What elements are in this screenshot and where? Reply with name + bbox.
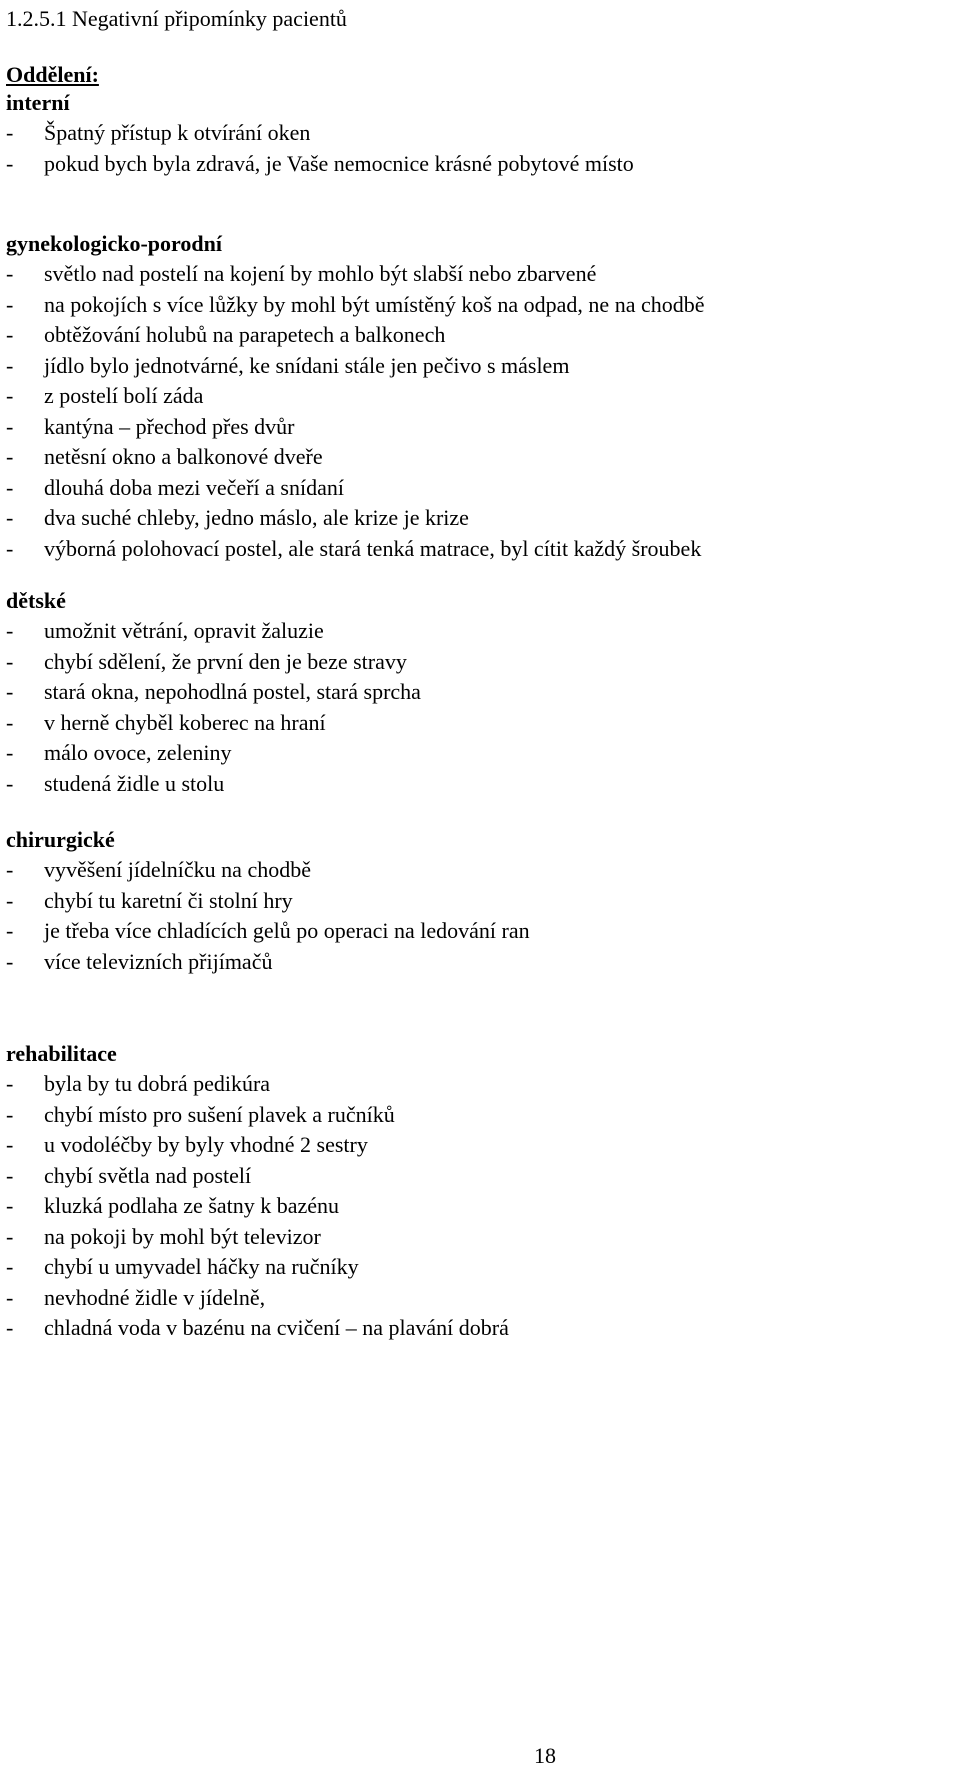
list-bullet-dash: -: [6, 648, 14, 674]
list-item: [6, 534, 960, 565]
list-item: [6, 647, 960, 678]
list-item: [6, 708, 960, 739]
list-item-text: stará okna, nepohodlná postel, stará sprcha: [44, 679, 421, 704]
item-list: [6, 259, 960, 564]
list-bullet-dash: -: [6, 740, 14, 765]
list-item-text: v herně chyběl koberec na hraní: [44, 709, 326, 735]
list-bullet-dash: -: [6, 770, 14, 796]
list-item-text: z postelí bolí záda: [44, 383, 204, 408]
list-item: [6, 1252, 960, 1283]
list-bullet-dash: -: [6, 857, 14, 882]
list-bullet-dash: -: [6, 1162, 14, 1188]
list-item-text: umožnit větrání, opravit žaluzie: [44, 618, 324, 643]
list-item: [6, 1191, 960, 1222]
list-bullet-dash: -: [6, 1193, 14, 1218]
list-item-text: více televizních přijímačů: [44, 948, 273, 974]
list-item-text: chladná voda v bazénu na cvičení – na plavání dobrá: [44, 1315, 509, 1340]
sections-container: [6, 88, 960, 1344]
list-item-text: Špatný přístup k otvírání oken: [44, 120, 311, 145]
list-bullet-dash: -: [6, 1254, 14, 1279]
list-bullet-dash: -: [6, 618, 14, 643]
list-bullet-dash: -: [6, 120, 14, 145]
list-item-text: chybí sdělení, že první den je beze stravy: [44, 648, 407, 674]
section-heading: interní: [6, 90, 70, 115]
list-bullet-dash: -: [6, 474, 14, 500]
section-3: [6, 825, 960, 977]
list-item: [6, 1313, 960, 1344]
list-item: [6, 616, 960, 647]
list-bullet-dash: -: [6, 505, 14, 530]
list-item: [6, 738, 960, 769]
page-number: 18: [534, 1743, 556, 1768]
list-item-text: nevhodné židle v jídelně,: [44, 1284, 266, 1310]
list-bullet-dash: -: [6, 918, 14, 943]
list-bullet-dash: -: [6, 887, 14, 913]
section-1: [6, 229, 960, 564]
chapter-title: 1.2.5.1 Negativní připomínky pacientů: [6, 6, 347, 31]
list-bullet-dash: -: [6, 1132, 14, 1157]
list-bullet-dash: -: [6, 322, 14, 347]
list-item-text: kluzká podlaha ze šatny k bazénu: [44, 1193, 340, 1218]
list-item: [6, 677, 960, 708]
list-bullet-dash: -: [6, 948, 14, 974]
list-item: [6, 118, 960, 149]
item-list: [6, 1069, 960, 1344]
list-bullet-dash: -: [6, 535, 14, 561]
list-bullet-dash: -: [6, 1101, 14, 1127]
list-item-text: světlo nad postelí na kojení by mohlo být slabší nebo zbarvené: [44, 261, 597, 286]
item-list: [6, 118, 960, 179]
section-0: [6, 88, 960, 179]
list-item: [6, 503, 960, 534]
list-bullet-dash: -: [6, 1315, 14, 1340]
list-item: [6, 1222, 960, 1253]
list-item: [6, 290, 960, 321]
section-heading: rehabilitace: [6, 1041, 117, 1066]
list-item-text: netěsní okno a balkonové dveře: [44, 444, 323, 469]
list-item: [6, 1283, 960, 1314]
list-item-text: studená židle u stolu: [44, 770, 225, 796]
list-bullet-dash: -: [6, 291, 14, 317]
list-item-text: na pokoji by mohl být televizor: [44, 1223, 321, 1249]
item-list: [6, 855, 960, 977]
list-item-text: byla by tu dobrá pedikúra: [44, 1071, 271, 1096]
list-item: [6, 769, 960, 800]
list-item-text: málo ovoce, zeleniny: [44, 740, 232, 765]
list-bullet-dash: -: [6, 1071, 14, 1096]
list-item: [6, 412, 960, 443]
list-item: [6, 442, 960, 473]
list-item-text: výborná polohovací postel, ale stará tenká matrace, byl cítit každý šroubek: [44, 535, 702, 561]
list-item: [6, 259, 960, 290]
list-item: [6, 351, 960, 382]
list-bullet-dash: -: [6, 679, 14, 704]
list-bullet-dash: -: [6, 444, 14, 469]
list-item-text: kantýna – přechod přes dvůr: [44, 413, 295, 439]
list-item: [6, 1100, 960, 1131]
list-bullet-dash: -: [6, 1284, 14, 1310]
list-bullet-dash: -: [6, 1223, 14, 1249]
list-item: [6, 149, 960, 180]
list-item: [6, 381, 960, 412]
list-item-text: je třeba více chladících gelů po operaci na ledování ran: [44, 918, 530, 943]
department-label: Oddělení:: [6, 62, 99, 87]
section-heading: gynekologicko-porodní: [6, 231, 222, 256]
list-item-text: chybí místo pro sušení plavek a ručníků: [44, 1101, 395, 1127]
list-item: [6, 1130, 960, 1161]
list-bullet-dash: -: [6, 709, 14, 735]
list-item-text: chybí u umyvadel háčky na ručníky: [44, 1254, 359, 1279]
section-heading: dětské: [6, 588, 66, 613]
list-item: [6, 947, 960, 978]
list-item: [6, 1161, 960, 1192]
list-item: [6, 916, 960, 947]
list-item-text: chybí tu karetní či stolní hry: [44, 887, 293, 913]
list-item: [6, 473, 960, 504]
list-item-text: chybí světla nad postelí: [44, 1162, 252, 1188]
list-bullet-dash: -: [6, 383, 14, 408]
section-4: [6, 1039, 960, 1344]
list-item-text: dva suché chleby, jedno máslo, ale krize je krize: [44, 505, 469, 530]
list-item: [6, 1069, 960, 1100]
section-heading: chirurgické: [6, 827, 115, 852]
list-item: [6, 320, 960, 351]
list-item: [6, 855, 960, 886]
item-list: [6, 616, 960, 799]
list-item-text: jídlo bylo jednotvárné, ke snídani stále jen pečivo s máslem: [44, 352, 570, 378]
list-item: [6, 886, 960, 917]
list-bullet-dash: -: [6, 261, 14, 286]
list-bullet-dash: -: [6, 413, 14, 439]
list-bullet-dash: -: [6, 150, 14, 176]
section-2: [6, 586, 960, 799]
list-item-text: pokud bych byla zdravá, je Vaše nemocnice krásné pobytové místo: [44, 150, 634, 176]
document-page: [6, 6, 960, 1344]
list-item-text: obtěžování holubů na parapetech a balkonech: [44, 322, 446, 347]
list-item-text: vyvěšení jídelníčku na chodbě: [44, 857, 311, 882]
list-item-text: u vodoléčby by byly vhodné 2 sestry: [44, 1132, 368, 1157]
list-bullet-dash: -: [6, 352, 14, 378]
list-item-text: na pokojích s více lůžky by mohl být umístěný koš na odpad, ne na chodbě: [44, 291, 705, 317]
list-item-text: dlouhá doba mezi večeří a snídaní: [44, 474, 344, 500]
